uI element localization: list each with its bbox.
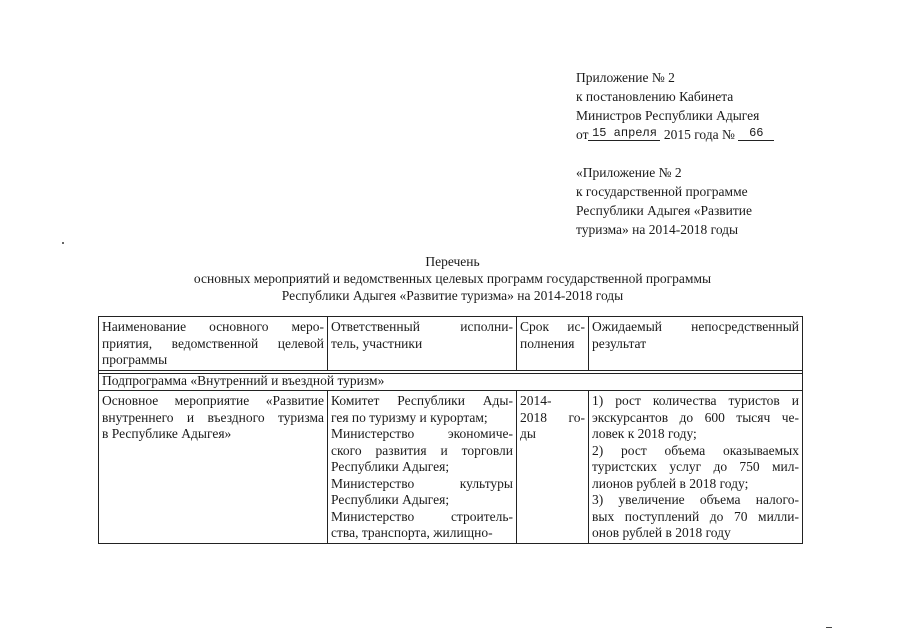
header-cell-result xyxy=(589,317,803,371)
cell-text: в Республике Адыгея» xyxy=(102,426,232,441)
cell-text: 3) увеличение объема налого- xyxy=(592,492,799,507)
scan-dot xyxy=(62,242,64,244)
title-line-3: Республики Адыгея «Развитие туризма» на 2014-2018 годы xyxy=(281,288,624,303)
measure-name-cell xyxy=(99,391,328,544)
handwritten-number: 66 xyxy=(738,127,774,141)
header-text: полнения xyxy=(520,335,575,351)
header-double-rule xyxy=(98,370,802,374)
header-text: результат xyxy=(592,335,647,351)
handwritten-date: 15 апреля xyxy=(588,127,660,141)
cell-text: внутреннего и въездного туризма xyxy=(102,409,324,425)
cell-text: туристских услуг до 750 мил- xyxy=(592,459,799,474)
title-line-2: основных мероприятий и ведомственных целевых программ государственной программы xyxy=(193,271,712,286)
program-line: к государственной программе xyxy=(576,184,748,199)
cell-text: ства, транспорта, жилищно- xyxy=(331,525,493,540)
cell-text: 2014- xyxy=(520,393,552,408)
cell-text: 2) рост объема оказываемых xyxy=(592,442,799,458)
measures-table xyxy=(98,316,803,544)
term-cell xyxy=(517,391,589,544)
table-header-row xyxy=(99,317,803,371)
year-text: 2015 года № xyxy=(663,127,735,142)
subprogram-title: Подпрограмма «Внутренний и въездной туризм» xyxy=(99,371,803,391)
program-appendix-header xyxy=(576,163,836,239)
cell-text: лионов рублей в 2018 году; xyxy=(592,475,749,491)
cell-text: Министерство культуры xyxy=(331,475,513,491)
result-cell xyxy=(589,391,803,544)
cell-text: гея по туризму и курортам; xyxy=(331,409,488,425)
cell-text: вых поступлений до 70 милли- xyxy=(592,508,799,524)
cell-text: 1) рост количества туристов и xyxy=(592,393,799,408)
date-line xyxy=(576,125,836,144)
tourism-line: туризма» на 2014-2018 годы xyxy=(576,222,739,237)
responsible-cell xyxy=(328,391,517,544)
title-line-1: Перечень xyxy=(425,254,480,269)
header-cell-measure-name xyxy=(99,317,328,371)
appendix-number-line: Приложение № 2 xyxy=(576,70,675,85)
table-row xyxy=(99,391,803,544)
cell-text: Министерство строитель- xyxy=(331,508,513,524)
cell-text: онов рублей в 2018 году xyxy=(592,525,731,540)
cell-text: Республики Адыгея; xyxy=(331,459,450,474)
cell-text: Министерство экономиче- xyxy=(331,426,513,441)
program-appendix-line: «Приложение № 2 xyxy=(576,165,682,180)
cell-text: Основное мероприятие «Развитие xyxy=(102,393,324,408)
cell-text: ды xyxy=(520,426,536,441)
header-text: Ожидаемый непосредственный xyxy=(592,319,799,334)
header-cell-responsible xyxy=(328,317,517,371)
header-text: Ответственный исполни- xyxy=(331,319,513,334)
header-cell-term xyxy=(517,317,589,371)
date-prefix: от xyxy=(576,127,589,142)
cell-text: Комитет Республики Ады- xyxy=(331,393,513,408)
ministers-line: Министров Республики Адыгея xyxy=(576,108,760,123)
header-text: тель, участники xyxy=(331,335,423,351)
scan-mark xyxy=(826,627,832,628)
cell-text: Республики Адыгея; xyxy=(331,492,450,507)
republic-line: Республики Адыгея «Развитие xyxy=(576,203,753,218)
cell-text: 2018 го- xyxy=(520,409,585,425)
appendix-header xyxy=(576,68,836,144)
cell-text: ского развития и торговли xyxy=(331,442,513,458)
header-text: Срок ис- xyxy=(520,319,585,334)
header-text: программы xyxy=(102,352,168,367)
document-title xyxy=(0,253,905,304)
header-text: приятия, ведомственной целевой xyxy=(102,335,324,351)
cell-text: ловек к 2018 году; xyxy=(592,426,697,441)
resolution-line: к постановлению Кабинета xyxy=(576,89,734,104)
header-text: Наименование основного меро- xyxy=(102,319,324,334)
cell-text: экскурсантов до 600 тысяч че- xyxy=(592,409,799,425)
